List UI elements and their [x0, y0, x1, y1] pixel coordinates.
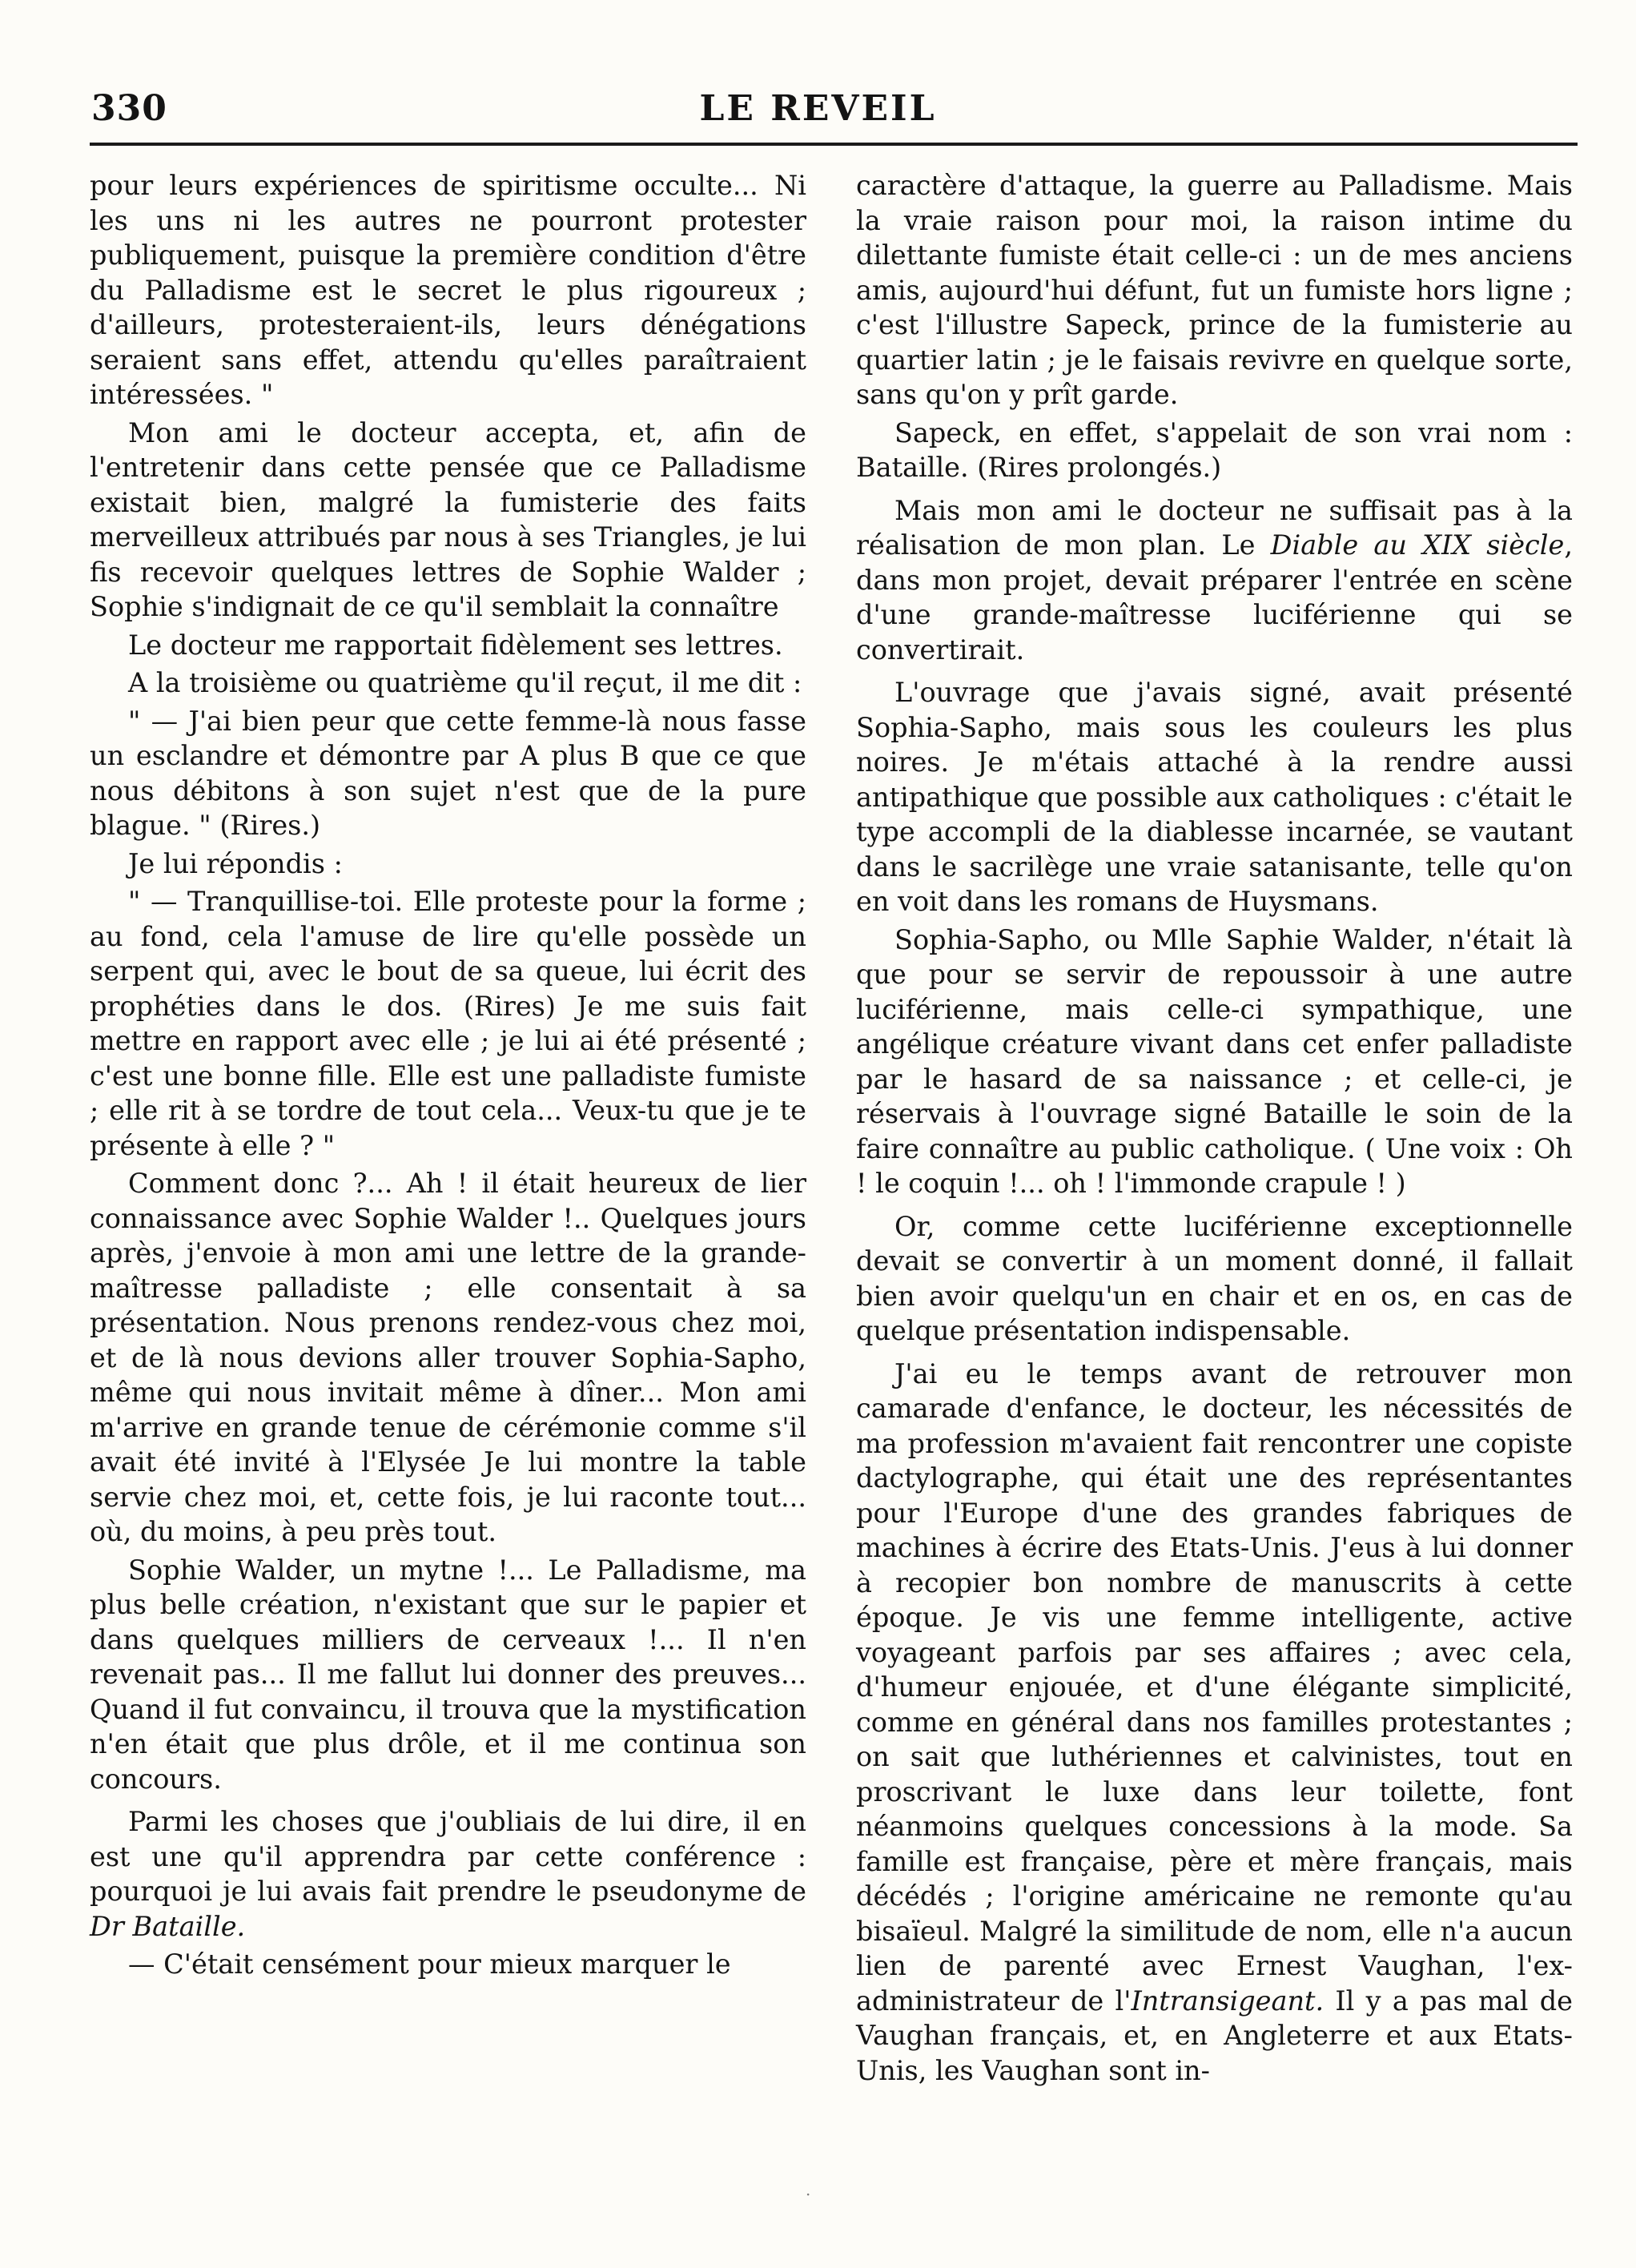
paragraph: pour leurs expériences de spiritisme occulte... Ni les uns ni les autres ne pourront protester publiquement, puisque la première condition d'être du Palladisme est le secret le plus rigoureux ; d'ailleurs, protesteraient-ils, leurs dénégations seraient sans effet, attendu qu'elles paraîtraient intéressées. " [90, 170, 806, 410]
paragraph: Je lui répondis : [128, 847, 343, 879]
paragraph-text: Il y a pas mal de Vaughan français, et, en Angleterre et aux Etats-Unis, les Vaughan sont in- [856, 1984, 1573, 2086]
paragraph-text: , dans mon projet, devait préparer l'entrée en scène d'une grande-maîtresse luciférienne qui se convertirait. [856, 529, 1573, 666]
paragraph: " — J'ai bien peur que cette femme-là nous fasse un esclandre et démontre par A plus B que ce que nous débitons à son sujet n'est que de la pure blague. " (Rires.) [90, 705, 806, 841]
print-mark: · [806, 2185, 811, 2204]
header-rule [90, 143, 1578, 146]
paragraph: L'ouvrage que j'avais signé, avait présenté Sophia-Sapho, mais sous les couleurs les plus noires. Je m'étais attaché à la rendre aussi antipathique que possible aux catholiques : c'était le type accompli de la diablesse incarnée, se vautant dans le sacrilège une vraie satanisante, telle qu'on en voit dans les romans de Huysmans. [856, 677, 1573, 917]
italic-text: Dr Bataille. [90, 1910, 246, 1942]
paragraph-text: Mais mon ami le docteur ne suffisait pas à la réalisation de mon plan. Le [856, 494, 1573, 561]
paragraph [90, 1804, 806, 1944]
left-column [90, 168, 806, 1985]
paragraph: A la troisième ou quatrième qu'il reçut, il me dit : [128, 667, 802, 698]
paragraph-text: Parmi les choses que j'oubliais de lui dire, il en est une qu'il apprendra par cette conférence : pourquoi je lui avais fait prendre le pseudonyme de [90, 1806, 806, 1907]
paragraph [856, 493, 1573, 668]
paragraph: Comment donc ?... Ah ! il était heureux de lier connaissance avec Sophie Walder !.. Quelques jours après, j'envoie à mon ami une lettre de la grande-maîtresse palladiste ; elle consentait à sa présentation. Nous prenons rendez-vous chez moi, et de là nous devions aller trouver Sophia-Sapho, même qui nous invitait même à dîner... Mon ami m'arrive en grande tenue de cérémonie comme s'il avait été invité à l'Elysée Je lui montre la table servie chez moi, et, cette fois, je lui raconte tout... où, du moins, à peu près tout. [90, 1168, 806, 1547]
paragraph: Or, comme cette luciférienne exceptionnelle devait se convertir à un moment donné, il fallait bien avoir quelqu'un en chair et en os, en cas de quelque présentation indispensable. [856, 1210, 1573, 1346]
page-number: 330 [91, 88, 167, 129]
paragraph: — C'était censément pour mieux marquer le [128, 1948, 731, 1980]
paragraph-text: J'ai eu le temps avant de retrouver mon camarade d'enfance, le docteur, les nécessités de ma profession m'avaient fait rencontrer une copiste dactylographe, qui était une des représentantes pour l'Europe d'une des grandes fabriques de machines à écrire des Etats-Unis. J'eus à lui donner à recopier bon nombre de manuscrits à cette époque. Je vis une femme intelligente, active voyageant parfois par ses affaires ; avec cela, d'humeur enjouée, et d'une élégante simplicité, comme en général dans nos familles protestantes ; on sait que luthériennes et calvinistes, tout en proscrivant le luxe dans leur toilette, font néanmoins quelques concessions à la mode. Sa famille est française, père et mère français, mais décédés ; l'origine américaine ne remonte qu'au bisaïeul. Malgré la similitude de nom, elle n'a aucun lien de parenté avec Ernest Vaughan, l'ex-administrateur de l' [856, 1357, 1573, 2017]
paragraph [856, 1357, 1573, 2089]
running-head: LE REVEIL [699, 88, 937, 129]
paragraph: Sophia-Sapho, ou Mlle Saphie Walder, n'était là que pour se servir de repoussoir à une autre luciférienne, mais celle-ci sympathique, une angélique créature vivant dans cet enfer palladiste par le hasard de sa naissance ; et celle-ci, je réservais à l'ouvrage signé Bataille le soin de la faire connaître au public catholique. ( Une voix : Oh ! le coquin !... oh ! l'immonde crapule ! ) [856, 923, 1573, 1199]
paragraph: Le docteur me rapportait fidèlement ses lettres. [128, 629, 783, 661]
right-column [856, 168, 1573, 2091]
paragraph: Mon ami le docteur accepta, et, afin de l'entretenir dans cette pensée que ce Palladisme existait bien, malgré la fumisterie des faits merveilleux attribués par nous à ses Triangles, je lui fis recevoir quelques lettres de Sophie Walder ; Sophie s'indignait de ce qu'il semblait la connaître [90, 416, 806, 622]
paragraph: Sapeck, en effet, s'appelait de son vrai nom : Bataille. (Rires prolongés.) [856, 416, 1573, 483]
paragraph: caractère d'attaque, la guerre au Palladisme. Mais la vraie raison pour moi, la raison intime du dilettante fumiste était celle-ci : un de mes anciens amis, aujourd'hui défunt, fut un fumiste hors ligne ; c'est l'illustre Sapeck, prince de la fumisterie au quartier latin ; je le faisais revivre en quelque sorte, sans qu'on y prît garde. [856, 170, 1573, 410]
italic-text: Diable au XIX siècle [1270, 529, 1565, 561]
italic-text: Intransigeant. [1131, 1984, 1324, 2017]
paragraph: " — Tranquillise-toi. Elle proteste pour la forme ; au fond, cela l'amuse de lire qu'elle possède un serpent qui, avec le bout de sa queue, lui écrit des prophéties dans le dos. (Rires) Je me suis fait mettre en rapport avec elle ; je lui ai été présenté ; c'est une bonne fille. Elle est une palladiste fumiste ; elle rit à se tordre de tout cela... Veux-tu que je te présente à elle ? " [90, 886, 806, 1161]
paragraph: Sophie Walder, un mytne !... Le Palladisme, ma plus belle création, n'existant que sur le papier et dans quelques milliers de cerveaux !... Il n'en revenait pas... Il me fallut lui donner des preuves... Quand il fut convaincu, il trouva que la mystification n'en était que plus drôle, et il me continua son concours. [90, 1554, 806, 1795]
